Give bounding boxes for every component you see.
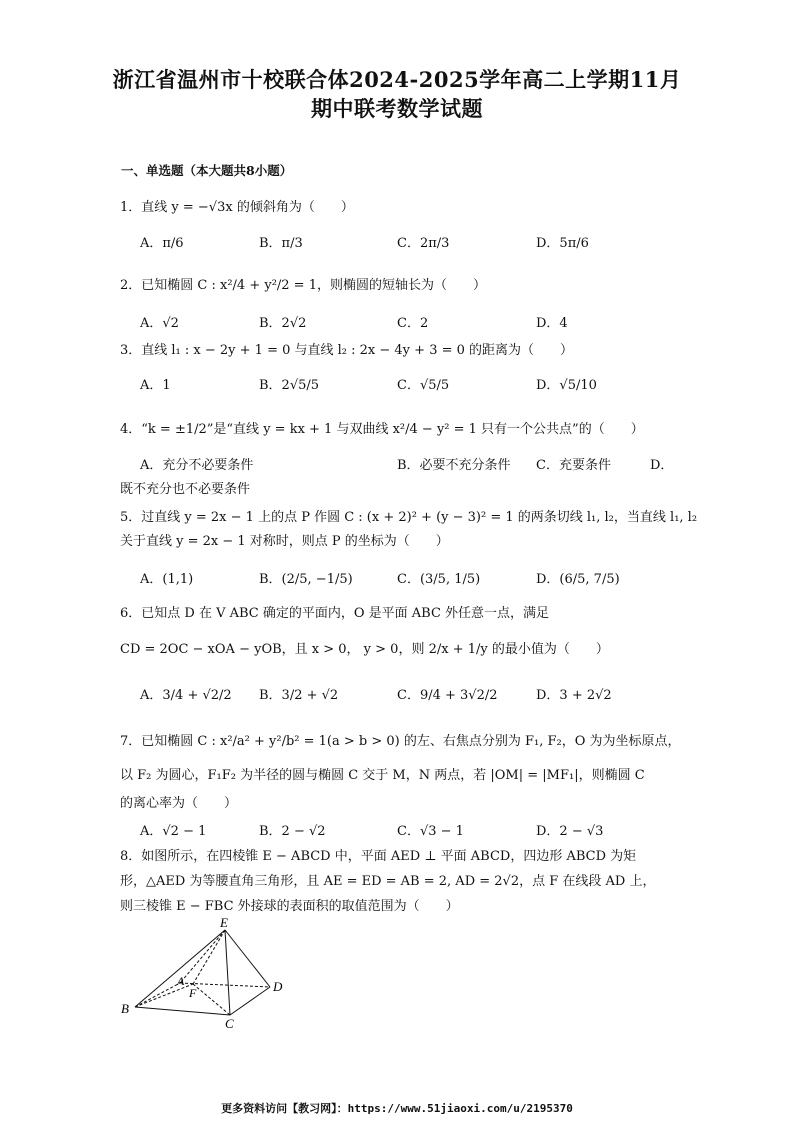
label-E: E <box>220 915 228 930</box>
q3-option-b: B．2√5/5 <box>259 378 320 393</box>
page-title-line-1: 浙江省温州市十校联合体2024-2025学年高二上学期11月 <box>112 67 682 92</box>
question-5-stem-2: 关于直线 y = 2x − 1 对称时，则点 P 的坐标为（ ） <box>120 534 449 549</box>
q4-option-c: C．充要条件 <box>536 458 611 473</box>
label-A: A <box>177 974 185 988</box>
edge-ED <box>225 930 270 987</box>
question-2-stem: 2．已知椭圆 C : x²/4 + y²/2 = 1，则椭圆的短轴长为（ ） <box>120 278 486 293</box>
q7-option-a: A．√2 − 1 <box>140 824 207 839</box>
q4-option-a: A．充分不必要条件 <box>140 458 254 473</box>
label-F: F <box>189 986 197 1000</box>
q3-option-a: A．1 <box>140 378 171 393</box>
q6-option-d: D．3 + 2√2 <box>536 688 612 703</box>
q2-option-b: B．2√2 <box>259 316 307 331</box>
q2-option-d: D．4 <box>536 316 568 331</box>
label-C: C <box>225 1016 234 1030</box>
question-3-stem: 3．直线 l₁ : x − 2y + 1 = 0 与直线 l₂ : 2x − 4y + 3 = 0 的距离为（ ） <box>120 343 574 358</box>
edge-EA <box>180 930 225 983</box>
question-7-stem-2: 以 F₂ 为圆心，F₁F₂ 为半径的圆与椭圆 C 交于 M，N 两点，若 |OM| = |MF₁|，则椭圆 C <box>120 768 645 783</box>
label-B: B <box>121 1001 129 1016</box>
edge-EC <box>225 930 230 1015</box>
q7-option-c: C．√3 − 1 <box>397 824 464 839</box>
q4-option-d-text: 既不充分也不必要条件 <box>120 482 251 497</box>
q3-option-d: D．√5/10 <box>536 378 597 393</box>
q7-option-b: B．2 − √2 <box>259 824 326 839</box>
q1-option-b: B．π/3 <box>259 236 303 251</box>
edge-BA <box>135 983 180 1007</box>
pyramid-figure <box>115 915 295 1030</box>
label-D: D <box>273 979 283 994</box>
question-7-stem: 7．已知椭圆 C : x²/a² + y²/b² = 1(a > b > 0) 的左、右焦点分别为 F₁, F₂，O 为为坐标原点， <box>120 734 681 749</box>
question-8-stem-2: 形，△AED 为等腰直角三角形，且 AE = ED = AB = 2, AD = 2√2，点 F 在线段 AD 上， <box>120 874 656 889</box>
q6-option-b: B．3/2 + √2 <box>259 688 339 703</box>
q4-option-b: B．必要不充分条件 <box>397 458 511 473</box>
edge-BC <box>135 1007 230 1015</box>
question-1-stem: 1．直线 y = −√3x 的倾斜角为（ ） <box>120 200 354 215</box>
q4-option-d-label: D． <box>650 458 674 473</box>
question-6-stem-2: CD = 2OC − xOA − yOB，且 x > 0， y > 0，则 2/x + 1/y 的最小值为（ ） <box>120 642 609 657</box>
edge-EF <box>193 930 225 984</box>
page-title-line-2: 期中联考数学试题 <box>311 96 483 121</box>
q7-option-d: D．2 − √3 <box>536 824 604 839</box>
q1-option-d: D．5π/6 <box>536 236 589 251</box>
q1-option-c: C．2π/3 <box>397 236 450 251</box>
question-4-stem: 4．“k = ±1/2”是“直线 y = kx + 1 与双曲线 x²/4 − y² = 1 只有一个公共点”的（ ） <box>120 422 644 437</box>
edge-FC <box>193 984 230 1015</box>
footer-link[interactable]: 更多资料访问【教习网】：https://www.51jiaoxi.com/u/2195370 <box>221 1102 573 1115</box>
question-6-stem: 6．已知点 D 在 V ABC 确定的平面内，O 是平面 ABC 外任意一点，满足 <box>120 606 550 621</box>
question-5-stem: 5．过直线 y = 2x − 1 上的点 P 作圆 C : (x + 2)² + (y − 3)² = 1 的两条切线 l₁, l₂，当直线 l₁, l₂ <box>120 510 698 525</box>
q5-option-d: D．(6/5, 7/5) <box>536 572 620 587</box>
question-7-stem-3: 的离心率为（ ） <box>120 796 238 811</box>
q5-option-b: B．(2/5, −1/5) <box>259 572 353 587</box>
q3-option-c: C．√5/5 <box>397 378 450 393</box>
q5-option-c: C．(3/5, 1/5) <box>397 572 481 587</box>
q6-option-c: C．9/4 + 3√2/2 <box>397 688 498 703</box>
q5-option-a: A．(1,1) <box>140 572 194 587</box>
q2-option-c: C．2 <box>397 316 429 331</box>
edge-EB <box>135 930 225 1007</box>
q6-option-a: A．3/4 + √2/2 <box>140 688 232 703</box>
edge-CD <box>230 987 270 1015</box>
q2-option-a: A．√2 <box>140 316 179 331</box>
q1-option-a: A．π/6 <box>140 236 184 251</box>
section-title: 一、单选题（本大题共8小题） <box>121 163 293 178</box>
question-8-stem-3: 则三棱锥 E − FBC 外接球的表面积的取值范围为（ ） <box>120 899 459 914</box>
question-8-stem: 8．如图所示，在四棱锥 E − ABCD 中，平面 AED ⊥ 平面 ABCD，四边形 ABCD 为矩 <box>120 849 637 864</box>
